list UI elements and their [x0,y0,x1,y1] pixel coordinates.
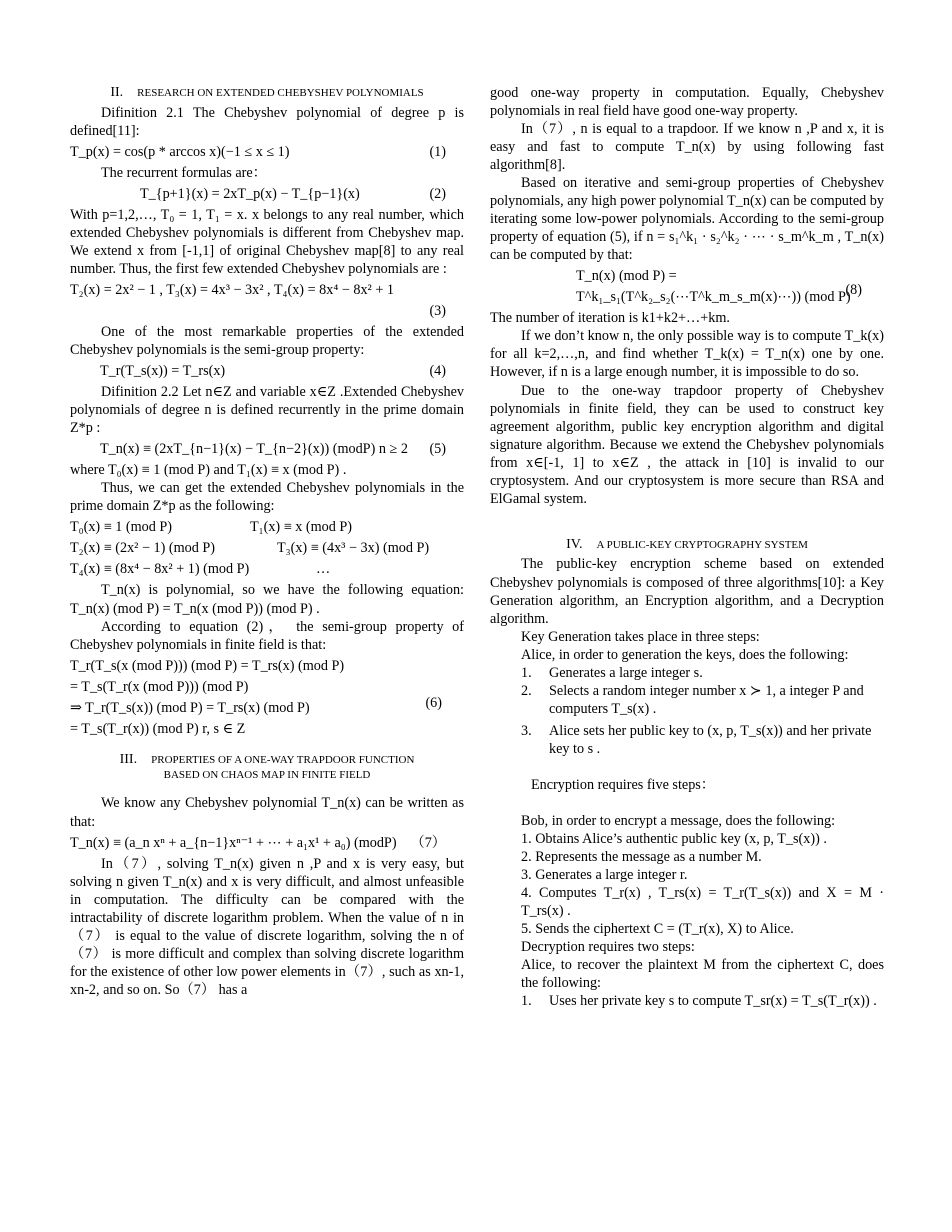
equation-8-line-2: T^k₁_s₁(T^k₂_s₂(⋯T^k_m_s_m(x)⋯)) (mod P) [576,289,851,306]
spacer [70,741,464,751]
encryption-step-4: 4. Computes T_r(x) , T_rs(x) = T_r(T_s(x)) and X = M · T_rs(x) . [521,884,884,920]
polynomial-t0: T₀(x) ≡ 1 (mod P) [70,519,173,536]
encryption-step-2: 2. Represents the message as a number M. [521,848,762,865]
section-title: A PUBLIC-KEY CRYPTOGRAPHY SYSTEM [596,538,808,551]
keygen-step-2 [521,682,884,718]
polynomial-t3: T₃(x) ≡ (4x³ − 3x) (mod P) [277,540,430,557]
section-title: RESEARCH ON EXTENDED CHEBYSHEV POLYNOMIALS [137,87,424,99]
section-number: IV. [566,536,583,552]
polynomial-t1: T₁(x) ≡ x (mod P) [250,519,353,536]
decryption-step-1 [521,992,884,1010]
equation-number: (8) [845,282,862,299]
equation-3 [70,281,464,299]
equation-8-line-1: T_n(x) (mod P) = [576,268,677,285]
decryption-steps [490,992,884,1010]
equation-4 [70,362,464,380]
section-number: III. [119,751,138,767]
definition-2-2: Difinition 2.2 Let n∈Z and variable x∈Z .Extended Chebyshev polynomials of degree n is defined recurrently in the prime domain Z*p : [70,384,464,437]
section-heading-2 [70,84,464,102]
step-text: Selects a random integer number x ≻ 1, a integer P and computers T_s(x) . [549,682,864,717]
section-heading-4 [490,536,884,554]
equation-number: (5) [429,441,446,458]
right-column [490,84,884,1010]
step-text: Generates a large integer s. [549,664,703,681]
paragraph-scheme: The public-key encryption scheme based on extended Chebyshev polynomials is composed of three algorithms[10]: a Key Generation algorithm, an Encryption algorithm, and a Decryption algorithm. [490,556,884,627]
section-number: II. [110,85,124,100]
paragraph-keygen-intro: Key Generation takes place in three steps: [521,628,760,645]
equation-number: （7） [410,834,446,851]
paragraph-according: According to equation (2)， the semi-group property of Chebyshev polynomials in finite field is that: [70,618,464,653]
step-number: 1. [521,993,532,1010]
polynomial-t2: T₂(x) ≡ (2x² − 1) (mod P) [70,540,215,557]
equation-1 [70,143,464,161]
equation-6 [70,657,464,738]
polynomial-list-row-3 [70,560,464,578]
keygen-step-3 [521,722,884,758]
left-column [70,84,464,999]
equation-body: T_p(x) = cos(p * arccos x)(−1 ≤ x ≤ 1) [70,143,290,160]
step-number: 2. [521,682,532,699]
step-number: 1. [521,664,532,681]
paragraph-alice-keys: Alice, in order to generation the keys, does the following: [521,646,849,663]
equation-number: (1) [429,143,446,160]
paragraph-recurrent: The recurrent formulas are： [101,164,267,181]
paragraph-decryption-intro: Decryption requires two steps: [521,939,695,956]
equation-body: T_{p+1}(x) = 2xT_p(x) − T_{p−1}(x) [140,185,360,202]
equation-body: T_n(x) ≡ (2xT_{n−1}(x) − T_{n−2}(x)) (modP) n ≥ 2 [100,441,408,458]
paragraph-good-oneway: good one-way property in computation. Equally, Chebyshev polynomials in real field have good one-way property. [490,85,884,120]
paragraph-is-polynomial: T_n(x) is polynomial, so we have the following equation: T_n(x) (mod P) = T_n(x (mod P)) (mod P) . [70,582,464,617]
paragraph-with-p: With p=1,2,…, T₀ = 1, T₁ = x. x belongs to any real number, which extended Chebyshev polynomials is different from Chebyshev map. We extend x from [-1,1] of original Chebyshev map[8] to any real number. Thus, the first few extended Chebyshev polynomials are : [70,206,464,278]
polynomial-ellipsis: … [316,561,331,578]
encryption-step-3: 3. Generates a large integer r. [521,866,688,883]
keygen-steps [490,664,884,758]
paragraph-thus-get: Thus, we can get the extended Chebyshev polynomials in the prime domain Z*p as the following: [70,480,464,515]
spacer [490,758,884,776]
paragraph-in-7: In（7）, solving T_n(x) given n ,P and x is very easy, but solving n given T_n(x) and x is very difficult, and almost unfeasible in computation. The difficulty can be compared with the intractability of discrete logarithm problem. When the value of n in（7） is equal to the value of discrete logarithm, solving the n of（7） is more difficult and complex than solving discrete logarithm for the existence of other low power elements in（7）, such as xn-1, xn-2, and so on. So（7） has a [70,855,464,998]
paragraph-due-to: Due to the one-way trapdoor property of Chebyshev polynomials in finite field, they can be used to construct key agreement algorithm, public key encryption algorithm and digital signature algorithm. Because we extend the Chebyshev polynomials from x∈[-1, 1] to x∈Z , the attack in [10] is invalid to our cryptosystem. And our cryptosystem is more secure than RSA and ElGamal system. [490,382,884,507]
section-title-line-2: BASED ON CHAOS MAP IN FINITE FIELD [163,768,371,781]
spacer [490,794,884,812]
paragraph-bob: Bob, in order to encrypt a message, does the following: [521,812,836,829]
step-number: 3. [521,722,532,739]
paragraph-we-know: We know any Chebyshev polynomial T_n(x) can be written as that: [70,795,464,830]
paragraph-where: where T₀(x) ≡ 1 (mod P) and T₁(x) ≡ x (mod P) . [70,462,347,479]
section-title-line-1: PROPERTIES OF A ONE-WAY TRAPDOOR FUNCTION [151,753,415,766]
equation-number: (6) [425,694,442,711]
equation-6-line-2: = T_s(T_r(x (mod P))) (mod P) [70,678,249,695]
step-text: Alice sets her public key to (x, p, T_s(x)) and her private key to s . [549,722,872,757]
polynomial-t4: T₄(x) ≡ (8x⁴ − 8x² + 1) (mod P) [70,561,250,578]
keygen-step-1 [521,664,884,682]
equation-5 [70,440,464,458]
encryption-step-1: 1. Obtains Alice’s authentic public key (x, p, T_s(x)) . [521,830,827,847]
paragraph-remarkable: One of the most remarkable properties of the extended Chebyshev polynomials is the semi-group property: [70,324,464,359]
encryption-step-5: 5. Sends the ciphertext C = (T_r(x), X) to Alice. [521,921,794,938]
polynomial-list-row-2 [70,539,464,557]
equation-number: (3) [429,303,446,320]
spacer [490,508,884,526]
equation-body: T_n(x) ≡ (a_n xⁿ + a_{n−1}xⁿ⁻¹ + ⋯ + a₁x¹ + a₀) (modP) [70,834,397,851]
polynomial-list-row-1 [70,518,464,536]
paragraph-alice-recover: Alice, to recover the plaintext M from the ciphertext C, does the following: [521,957,884,992]
section-heading-3 [70,751,464,783]
equation-number: (4) [429,363,446,380]
equation-6-line-1: T_r(T_s(x (mod P))) (mod P) = T_rs(x) (mod P) [70,657,345,674]
paragraph-iterations: The number of iteration is k1+k2+…+km. [490,310,730,327]
spacer [490,526,884,536]
equation-body: T_r(T_s(x)) = T_rs(x) [100,363,226,380]
spacer [70,784,464,794]
definition-2-1: Difinition 2.1 The Chebyshev polynomial of degree p is defined[11]: [70,104,464,139]
paragraph-if-dont-know: If we don’t know n, the only possible way is to compute T_k(x) for all k=2,…,n, and find whether T_k(x) = T_n(x) one by one. However, if n is a large enough number, it is impossible to do so. [490,328,884,381]
paragraph-in-7-trapdoor: In（7）, n is equal to a trapdoor. If we know n ,P and x, it is easy and fast to compute T_n(x) by using following fast algorithm[8]. [490,121,884,174]
equation-6-line-3: ⇒ T_r(T_s(x)) (mod P) = T_rs(x) (mod P) [70,699,310,716]
step-text: Uses her private key s to compute T_sr(x) = T_s(T_r(x)) . [549,993,877,1010]
equation-number: (2) [429,185,446,202]
equation-6-line-4: = T_s(T_r(x)) (mod P) r, s ∈ Z [70,720,246,737]
equation-8 [490,267,884,306]
paragraph-encryption-intro: Encryption requires five steps： [531,776,715,793]
equation-2 [70,185,464,203]
equation-7 [70,834,464,852]
paragraph-based-on: Based on iterative and semi-group properties of Chebyshev polynomials, any high power polynomial T_n(x) can be computed by iterating some low-power polynomials. According to the semi-group property of equation (5), if n = s₁^k₁ · s₂^k₂ · ⋯ · s_m^k_m , T_n(x) can be computed by that: [490,175,884,264]
equation-body: T₂(x) = 2x² − 1 , T₃(x) = 4x³ − 3x² , T₄(x) = 8x⁴ − 8x² + 1 [70,282,394,299]
equation-3-number-row [70,302,464,320]
